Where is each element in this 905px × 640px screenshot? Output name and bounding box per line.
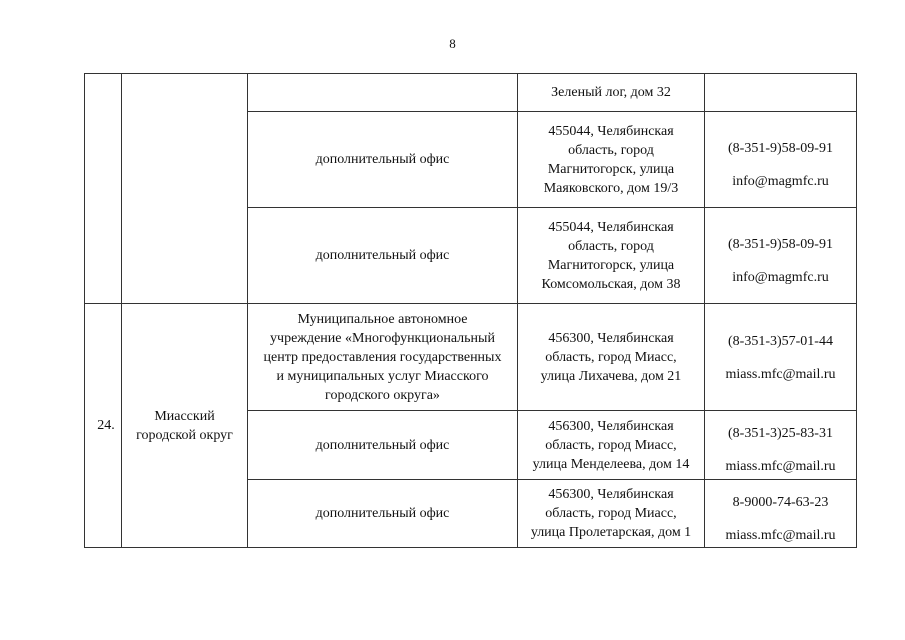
phone-number: (8-351-3)25-83-31 (728, 426, 833, 441)
org-cell (248, 304, 518, 411)
contact-cell (705, 208, 857, 304)
address-line: 455044, Челябинская (548, 219, 674, 235)
address-line: область, город Миасс, (545, 349, 677, 365)
contact-cell-empty (705, 74, 857, 112)
address-line: область, город (568, 142, 654, 158)
org-line: Муниципальное автономное (297, 311, 468, 327)
address-line: 455044, Челябинская (548, 123, 674, 139)
org-cell (248, 74, 518, 112)
address-line: Магнитогорск, улица (547, 257, 675, 273)
page-number: 8 (449, 36, 456, 51)
address-line: 456300, Челябинская (548, 487, 674, 502)
address-line: улица Пролетарская, дом 1 (530, 525, 692, 540)
org-cell: дополнительный офис (248, 411, 518, 480)
address-line: 456300, Челябинская (548, 418, 674, 434)
phone-number: (8-351-3)57-01-44 (728, 334, 833, 349)
address-cell (518, 480, 705, 548)
phone-number: (8-351-9)58-09-91 (728, 140, 833, 156)
address-line: область, город Миасс, (545, 437, 677, 453)
org-line: и муниципальных услуг Миасского (276, 368, 489, 384)
address-cell (518, 208, 705, 304)
email-address: miass.mfc@mail.ru (725, 367, 836, 382)
org-line: центр предоставления государственных (263, 349, 502, 365)
address-line: область, город Миасс, (545, 506, 677, 521)
contact-cell (705, 112, 857, 208)
org-line: городского округа» (325, 387, 440, 403)
org-line: учреждение «Многофункциональный (270, 330, 495, 346)
mfc-table (84, 73, 857, 548)
row-number: 24. (85, 304, 122, 548)
phone-number: 8-9000-74-63-23 (732, 494, 829, 510)
address-line: улица Менделеева, дом 14 (532, 456, 690, 472)
address-line: Комсомольская, дом 38 (541, 276, 681, 292)
address-line: улица Лихачева, дом 21 (540, 368, 682, 384)
contact-cell (705, 304, 857, 411)
address-line: Магнитогорск, улица (547, 161, 675, 177)
contact-cell (705, 411, 857, 480)
address-line: область, город (568, 238, 654, 254)
district-cell-empty (122, 74, 248, 304)
address-line: 456300, Челябинская (548, 330, 674, 346)
address-line: Маяковского, дом 19/3 (543, 180, 679, 196)
phone-number: (8-351-9)58-09-91 (728, 236, 833, 252)
email-address: info@magmfc.ru (732, 269, 829, 285)
district-cell (122, 304, 248, 548)
email-address: miass.mfc@mail.ru (725, 459, 836, 474)
address-cell (518, 304, 705, 411)
org-cell: дополнительный офис (248, 480, 518, 548)
table-row (85, 74, 857, 112)
email-address: info@magmfc.ru (732, 173, 829, 189)
org-cell: дополнительный офис (248, 112, 518, 208)
address-cell (518, 411, 705, 480)
address-cell: Зеленый лог, дом 32 (518, 74, 705, 112)
address-cell (518, 112, 705, 208)
org-cell: дополнительный офис (248, 208, 518, 304)
district-line: городской округ (136, 427, 233, 443)
contact-cell (705, 480, 857, 548)
district-line: Миасский (154, 408, 215, 424)
email-address: miass.mfc@mail.ru (725, 527, 836, 543)
table-row (85, 304, 857, 411)
number-cell-empty (85, 74, 122, 304)
